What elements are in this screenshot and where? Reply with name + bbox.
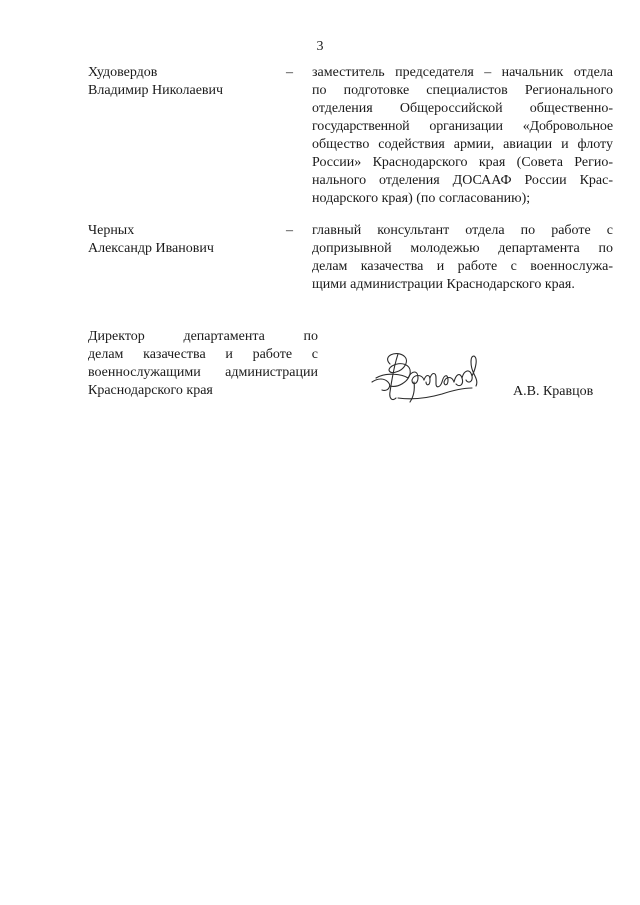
description-line: России» Краснодарского края (Совета Регио- <box>312 155 613 170</box>
member-dash: – <box>286 65 293 80</box>
signer-name: А.В. Кравцов <box>513 384 594 399</box>
member-full-name <box>88 222 278 258</box>
member-given-names: Александр Иванович <box>88 241 214 256</box>
description-line: отделения Общероссийской общественно- <box>312 101 613 116</box>
position-line: военнослужащими администрации <box>88 365 318 380</box>
member-surname: Худовердов <box>88 65 158 80</box>
member-surname: Черных <box>88 223 135 238</box>
member-description <box>312 64 613 208</box>
description-line: главный консультант отдела по работе с <box>312 223 613 238</box>
page-number: 3 <box>316 39 324 54</box>
description-line: по подготовке специалистов Регионального <box>312 83 613 98</box>
description-line: нодарского края) (по согласованию); <box>312 191 531 206</box>
member-given-names: Владимир Николаевич <box>88 83 224 98</box>
description-line: делам казачества и работе с военнослужа- <box>312 259 613 274</box>
member-description <box>312 222 613 294</box>
description-line: нального отделения ДОСААФ России Крас- <box>312 173 613 188</box>
handwritten-signature <box>368 348 490 408</box>
member-full-name <box>88 64 278 100</box>
position-line: Краснодарского края <box>88 383 213 398</box>
member-dash: – <box>286 223 293 238</box>
signatory-position <box>88 328 318 400</box>
description-line: общество содействия армии, авиации и флоту <box>312 137 613 152</box>
description-line: государственной организации «Добровольное <box>312 119 613 134</box>
description-line: щими администрации Краснодарского края. <box>312 277 575 292</box>
description-line: допризывной молодежью департамента по <box>312 241 613 256</box>
position-line: Директор департамента по <box>88 329 318 344</box>
description-line: заместитель председателя – начальник отдела <box>312 65 613 80</box>
position-line: делам казачества и работе с <box>88 347 318 362</box>
